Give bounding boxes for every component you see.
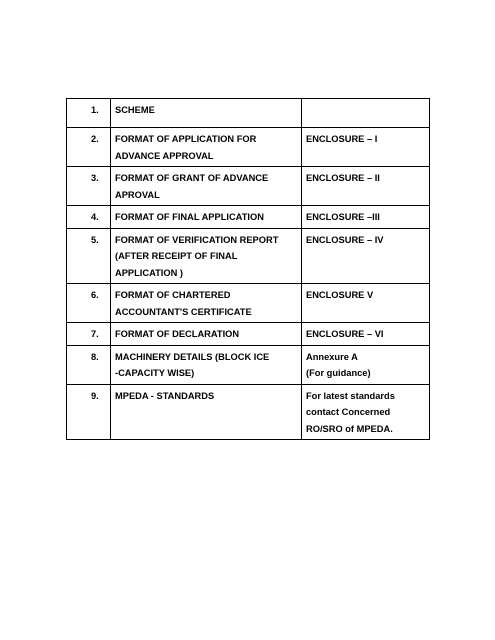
table-body — [67, 99, 430, 440]
row-enclosure-line: For latest standards — [306, 390, 395, 401]
row-enclosure-line: ENCLOSURE V — [306, 290, 374, 300]
row-number: 2. — [67, 128, 111, 167]
table-row — [67, 345, 430, 384]
row-enclosure-line: ENCLOSURE – VI — [306, 329, 384, 339]
row-number: 8. — [67, 345, 111, 384]
row-title — [111, 384, 302, 440]
row-title-line: ADVANCE APPROVAL — [115, 150, 214, 161]
row-title — [111, 128, 302, 167]
row-title-line: (AFTER RECEIPT OF FINAL — [115, 251, 238, 261]
row-title — [111, 345, 302, 384]
table-row — [67, 167, 430, 206]
row-number: 6. — [67, 284, 111, 323]
row-title-line: MPEDA - STANDARDS — [115, 390, 215, 401]
row-enclosure-line: ENCLOSURE – IV — [306, 234, 384, 245]
row-title-line: FORMAT OF APPLICATION FOR — [115, 134, 257, 144]
row-number: 7. — [67, 323, 111, 346]
row-enclosure-line: (For guidance) — [306, 368, 371, 378]
row-title — [111, 323, 302, 346]
row-number: 4. — [67, 206, 111, 229]
row-title — [111, 228, 302, 284]
row-enclosure-line: ENCLOSURE –III — [306, 212, 380, 222]
row-number: 3. — [67, 167, 111, 206]
row-enclosure-line: ENCLOSURE – II — [306, 173, 380, 183]
row-number: 1. — [67, 99, 111, 128]
table-row — [67, 284, 430, 323]
row-enclosure-line: Annexure A — [306, 351, 358, 362]
row-title — [111, 167, 302, 206]
row-enclosure — [302, 128, 430, 167]
table-row — [67, 99, 430, 128]
row-title-line: APPLICATION ) — [115, 267, 184, 278]
table-row — [67, 228, 430, 284]
row-title-line: APROVAL — [115, 189, 160, 200]
row-enclosure-line: contact Concerned — [306, 407, 391, 417]
row-number: 9. — [67, 384, 111, 440]
row-enclosure — [302, 99, 430, 128]
row-enclosure — [302, 167, 430, 206]
row-title-line: FORMAT OF VERIFICATION REPORT — [115, 234, 279, 245]
row-title — [111, 206, 302, 229]
enclosure-index-table — [66, 98, 430, 440]
row-title-line: -CAPACITY WISE) — [115, 368, 195, 378]
row-enclosure — [302, 384, 430, 440]
row-enclosure-line: RO/SRO of MPEDA. — [306, 423, 393, 434]
row-enclosure — [302, 345, 430, 384]
row-title-line: FORMAT OF GRANT OF ADVANCE — [115, 173, 269, 183]
row-number: 5. — [67, 228, 111, 284]
row-enclosure-line: ENCLOSURE – I — [306, 134, 378, 144]
row-enclosure — [302, 284, 430, 323]
row-title — [111, 284, 302, 323]
table-row — [67, 384, 430, 440]
table-row — [67, 206, 430, 229]
row-title-line: SCHEME — [115, 105, 155, 115]
row-title-line: FORMAT OF DECLARATION — [115, 329, 240, 339]
row-enclosure — [302, 228, 430, 284]
table-row — [67, 323, 430, 346]
row-title-line: FORMAT OF CHARTERED — [115, 290, 231, 300]
table-row — [67, 128, 430, 167]
row-title-line: MACHINERY DETAILS (BLOCK ICE — [115, 351, 270, 362]
row-enclosure — [302, 206, 430, 229]
row-title-line: FORMAT OF FINAL APPLICATION — [115, 212, 264, 222]
row-title-line: ACCOUNTANT'S CERTIFICATE — [115, 306, 252, 317]
row-enclosure — [302, 323, 430, 346]
row-title — [111, 99, 302, 128]
